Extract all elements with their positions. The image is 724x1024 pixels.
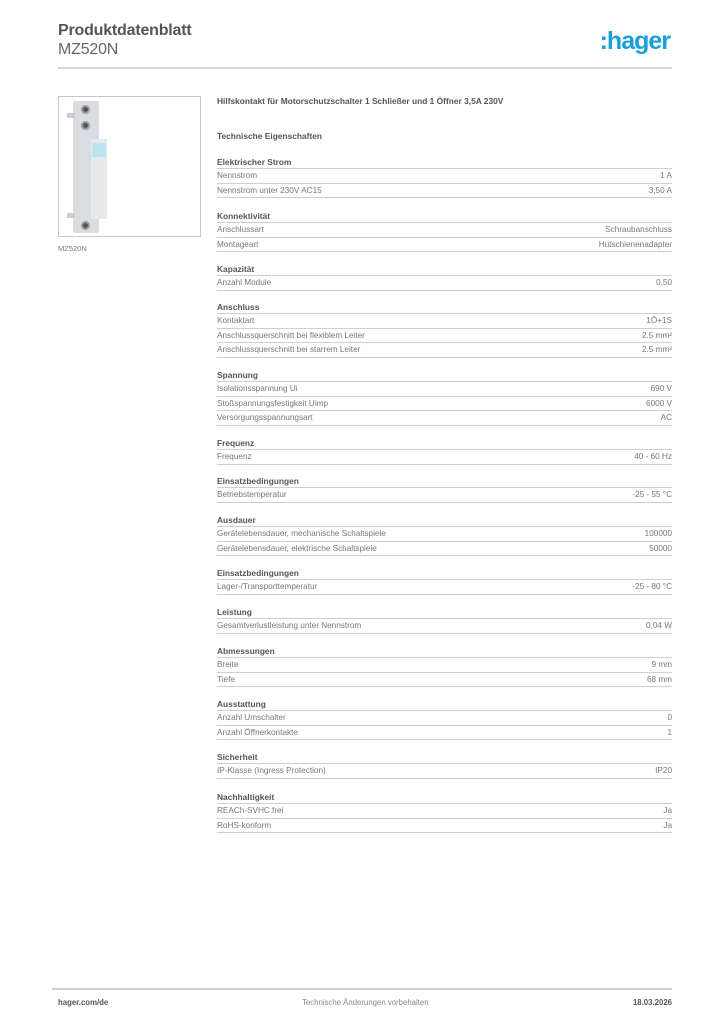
section-title: Frequenz (217, 436, 672, 450)
spec-value: 9 mm (651, 660, 672, 669)
section-title: Nachhaltigkeit (217, 790, 672, 804)
spec-value: IP20 (655, 766, 672, 775)
spec-row (217, 450, 672, 465)
spec-row (217, 314, 672, 329)
footer-divider (52, 988, 672, 990)
spec-row (217, 488, 672, 503)
section-title: Ausdauer (217, 513, 672, 527)
spec-row (217, 804, 672, 819)
section-title: Anschluss (217, 300, 672, 314)
spec-value: 50000 (649, 543, 672, 553)
section-title: Spannung (217, 368, 672, 382)
spec-label: Anschlussquerschnitt bei starrem Leiter (217, 345, 361, 354)
spec-value: 0,04 W (646, 621, 672, 630)
header-divider (58, 67, 672, 69)
section-title: Einsatzbedingungen (217, 474, 672, 488)
section-title: Kapazität (217, 262, 672, 276)
spec-value: 1Ö+1S (646, 316, 672, 325)
section-title: Leistung (217, 605, 672, 619)
spec-label: Stoßspannungsfestigkeit Uimp (217, 398, 329, 408)
spec-row (217, 169, 672, 184)
section-title: Konnektivität (217, 209, 672, 223)
spec-label: Anschlussquerschnitt bei flexiblem Leiter (217, 330, 365, 340)
spec-row (217, 673, 672, 688)
spec-row (217, 658, 672, 673)
spec-label: Gerätelebensdauer, elektrische Schaltspiele (217, 543, 377, 553)
spec-value: AC (660, 413, 672, 422)
spec-value: -25 - 55 °C (632, 490, 672, 499)
spec-row (217, 764, 672, 779)
spec-section (217, 790, 672, 833)
spec-row (217, 382, 672, 397)
product-illustration (67, 101, 115, 233)
spec-section (217, 513, 672, 556)
spec-section (217, 262, 672, 291)
spec-section (217, 368, 672, 426)
spec-label: REACh-SVHC frei (217, 806, 284, 815)
spec-row (217, 343, 672, 358)
spec-section (217, 644, 672, 687)
spec-row (217, 711, 672, 726)
image-caption: MZ520N (58, 244, 87, 253)
spec-label: Tiefe (217, 674, 235, 684)
spec-row (217, 397, 672, 412)
spec-section (217, 155, 672, 198)
spec-label: Kontaktart (217, 316, 255, 325)
spec-label: Anschlussart (217, 225, 264, 234)
article-number: MZ520N (58, 41, 119, 58)
spec-value: Ja (663, 820, 672, 830)
spec-value: 68 mm (646, 674, 672, 684)
spec-section (217, 605, 672, 634)
footer-website: hager.com/de (58, 998, 109, 1007)
spec-label: RoHS-konform (217, 820, 272, 830)
spec-row (217, 580, 672, 595)
spec-section (217, 750, 672, 779)
spec-value: 2.5 mm² (641, 330, 672, 340)
spec-value: 1 (667, 727, 672, 737)
section-title: Abmessungen (217, 644, 672, 658)
spec-label: Isolationsspannung Ui (217, 384, 298, 393)
spec-label: Anzahl Umschalter (217, 713, 286, 722)
spec-label: Frequenz (217, 452, 252, 461)
section-title: Einsatzbedingungen (217, 566, 672, 580)
section-title: Elektrischer Strom (217, 155, 672, 169)
spec-row (217, 819, 672, 834)
spec-row (217, 238, 672, 253)
spec-label: Gerätelebensdauer, mechanische Schaltspiele (217, 529, 386, 538)
spec-row (217, 329, 672, 344)
spec-label: Montageart (217, 239, 259, 249)
spec-value: 690 V (650, 384, 672, 393)
spec-value: 0,50 (656, 278, 672, 287)
spec-row (217, 223, 672, 238)
spec-row (217, 411, 672, 426)
spec-value: -25 - 80 °C (632, 582, 672, 591)
spec-value: Schraubanschluss (605, 225, 672, 234)
spec-value: 2.5 mm² (641, 345, 672, 354)
spec-value: 0 (667, 713, 672, 722)
section-title: Ausstattung (217, 697, 672, 711)
spec-label: Breite (217, 660, 239, 669)
spec-value: Ja (663, 806, 672, 815)
spec-value: 6000 V (646, 398, 672, 408)
spec-value: 100000 (644, 529, 672, 538)
spec-section (217, 209, 672, 252)
spec-section (217, 300, 672, 358)
spec-section (217, 474, 672, 503)
spec-row (217, 527, 672, 542)
technical-properties-heading: Technische Eigenschaften (217, 131, 323, 141)
spec-label: Gesamtverlustleistung unter Nennstrom (217, 621, 362, 630)
document-title: Produktdatenblatt (58, 22, 192, 39)
spec-value: 1 A (660, 171, 672, 180)
spec-label: Betriebstemperatur (217, 490, 287, 499)
spec-label: IP-Klasse (Ingress Protection) (217, 766, 326, 775)
spec-section (217, 436, 672, 465)
spec-label: Lager-/Transporttemperatur (217, 582, 318, 591)
spec-label: Nennstrom (217, 171, 258, 180)
spec-row (217, 542, 672, 557)
spec-value: Hutschienenadapter (598, 239, 672, 249)
spec-section (217, 697, 672, 740)
spec-label: Anzahl Module (217, 278, 272, 287)
footer-disclaimer: Technische Änderungen vorbehalten (302, 998, 429, 1007)
spec-row (217, 726, 672, 741)
spec-row (217, 276, 672, 291)
spec-label: Nennstrom unter 230V AC15 (217, 185, 322, 195)
footer-date: 18.03.2026 (632, 998, 672, 1007)
spec-row (217, 184, 672, 199)
spec-label: Versorgungsspannungsart (217, 413, 313, 422)
product-description: Hilfskontakt für Motorschutzschalter 1 Schließer und 1 Öffner 3,5A 230V (217, 96, 504, 106)
document-header (58, 21, 672, 59)
spec-row (217, 619, 672, 634)
spec-section (217, 566, 672, 595)
spec-value: 3,50 A (648, 185, 672, 195)
product-image (58, 96, 201, 237)
spec-value: 40 - 60 Hz (634, 452, 672, 461)
section-title: Sicherheit (217, 750, 672, 764)
hager-logo: :hager (599, 27, 670, 55)
spec-label: Anzahl Öffnerkontakte (217, 727, 298, 737)
